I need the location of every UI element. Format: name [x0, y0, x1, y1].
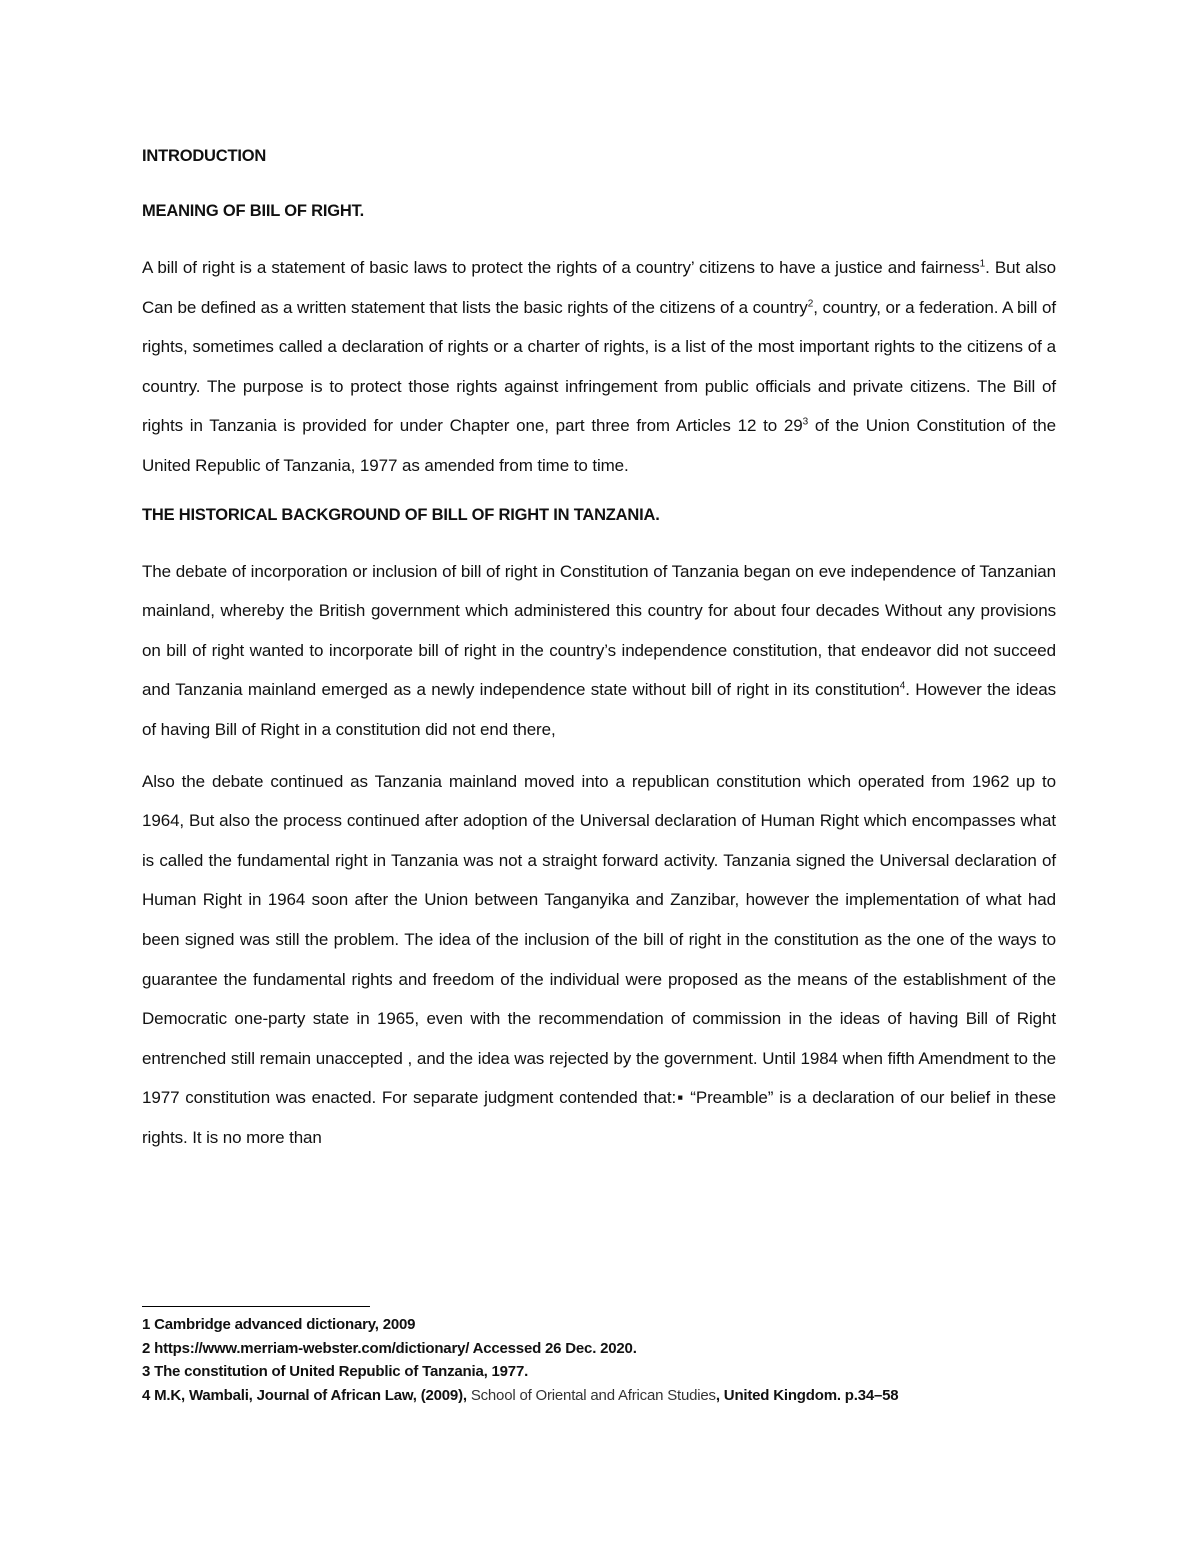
footnote-separator — [142, 1306, 370, 1307]
footnote-4-part: , United Kingdom. p.34–58 — [715, 1386, 899, 1404]
document-body — [142, 140, 1056, 1157]
footnote-2: 2 https://www.merriam-webster.com/dictionary/ Accessed 26 Dec. 2020. — [142, 1339, 637, 1357]
footnote-3: 3 The constitution of United Republic of Tanzania, 1977. — [142, 1363, 529, 1380]
footnote-ref-4[interactable]: 4 — [899, 680, 906, 692]
paragraph-text: . However the ideas of having Bill of Right in a constitution did not end there, — [142, 680, 1056, 739]
footnote-4-publisher: School of Oriental and African Studies — [470, 1386, 716, 1404]
heading-meaning: MEANING OF BIIL OF RIGHT. — [142, 202, 365, 220]
heading-historical-background: THE HISTORICAL BACKGROUND OF BILL OF RIGHT IN TANZANIA. — [142, 505, 660, 524]
heading-introduction: INTRODUCTION — [142, 147, 267, 165]
footnote-ref-2[interactable]: 2 — [807, 297, 814, 309]
footnote-ref-3[interactable]: 3 — [802, 416, 809, 428]
paragraph-text: . But also Can be defined as a written statement that lists the basic rights of the citizens of a country — [142, 258, 1056, 317]
footnote-4-part: 4 M.K, Wambali, Journal of African Law, (2009), — [142, 1386, 471, 1404]
paragraph-meaning — [142, 248, 1056, 486]
paragraph-text: , country, or a federation. A bill of rights, sometimes called a declaration of rights or a charter of rights, is a list of the most important rights to the citizens of a country. The purpose is to protect those rights against infringement from public officials and private citizens. The Bill of rights in Tanzania is provided for under Chapter one, part three from Articles 12 to 29 — [142, 297, 1056, 436]
paragraph-text: The debate of incorporation or inclusion of bill of right in Constitution of Tanzania began on eve independence of Tanzanian mainland, whereby the British government which administered this country for about four decades Without any provisions on bill of right wanted to incorporate bill of right in the country’s independence constitution, that endeavor did not succeed and Tanzania mainland emerged as a newly independence state without bill of right in its constitution — [142, 561, 1056, 700]
footnote-4 — [142, 1384, 1142, 1408]
footnotes — [142, 1306, 1142, 1407]
paragraph-history — [142, 552, 1056, 750]
paragraph-text: of the Union Constitution of the United Republic of Tanzania, 1977 as amended from time to time. — [142, 416, 1056, 475]
paragraph-debate: Also the debate continued as Tanzania mainland moved into a republican constitution which operated from 1962 up to 1964, But also the process continued after adoption of the Universal declaration of Human Right which encompasses what is called the fundamental right in Tanzania was not a straight forward activity. Tanzania signed the Universal declaration of Human Right in 1964 soon after the Union between Tanganyika and Zanzibar, however the implementation of what had been signed was still the problem. The idea of the inclusion of the bill of right in the constitution as the one of the ways to guarantee the fundamental rights and freedom of the individual were proposed as the means of the establishment of the Democratic one-party state in 1965, even with the recommendation of commission in the ideas of having Bill of Right entrenched still remain unaccepted , and the idea was rejected by the government. Until 1984 when fifth Amendment to the 1977 constitution was enacted. For separate judgment contended that:▪ “Preamble” is a declaration of our belief in these rights. It is no more than — [142, 771, 1056, 1147]
footnote-ref-1[interactable]: 1 — [979, 258, 986, 270]
footnote-1: 1 Cambridge advanced dictionary, 2009 — [142, 1316, 416, 1333]
paragraph-text: A bill of right is a statement of basic laws to protect the rights of a country’ citizens to have a justice and fairness — [142, 258, 980, 277]
